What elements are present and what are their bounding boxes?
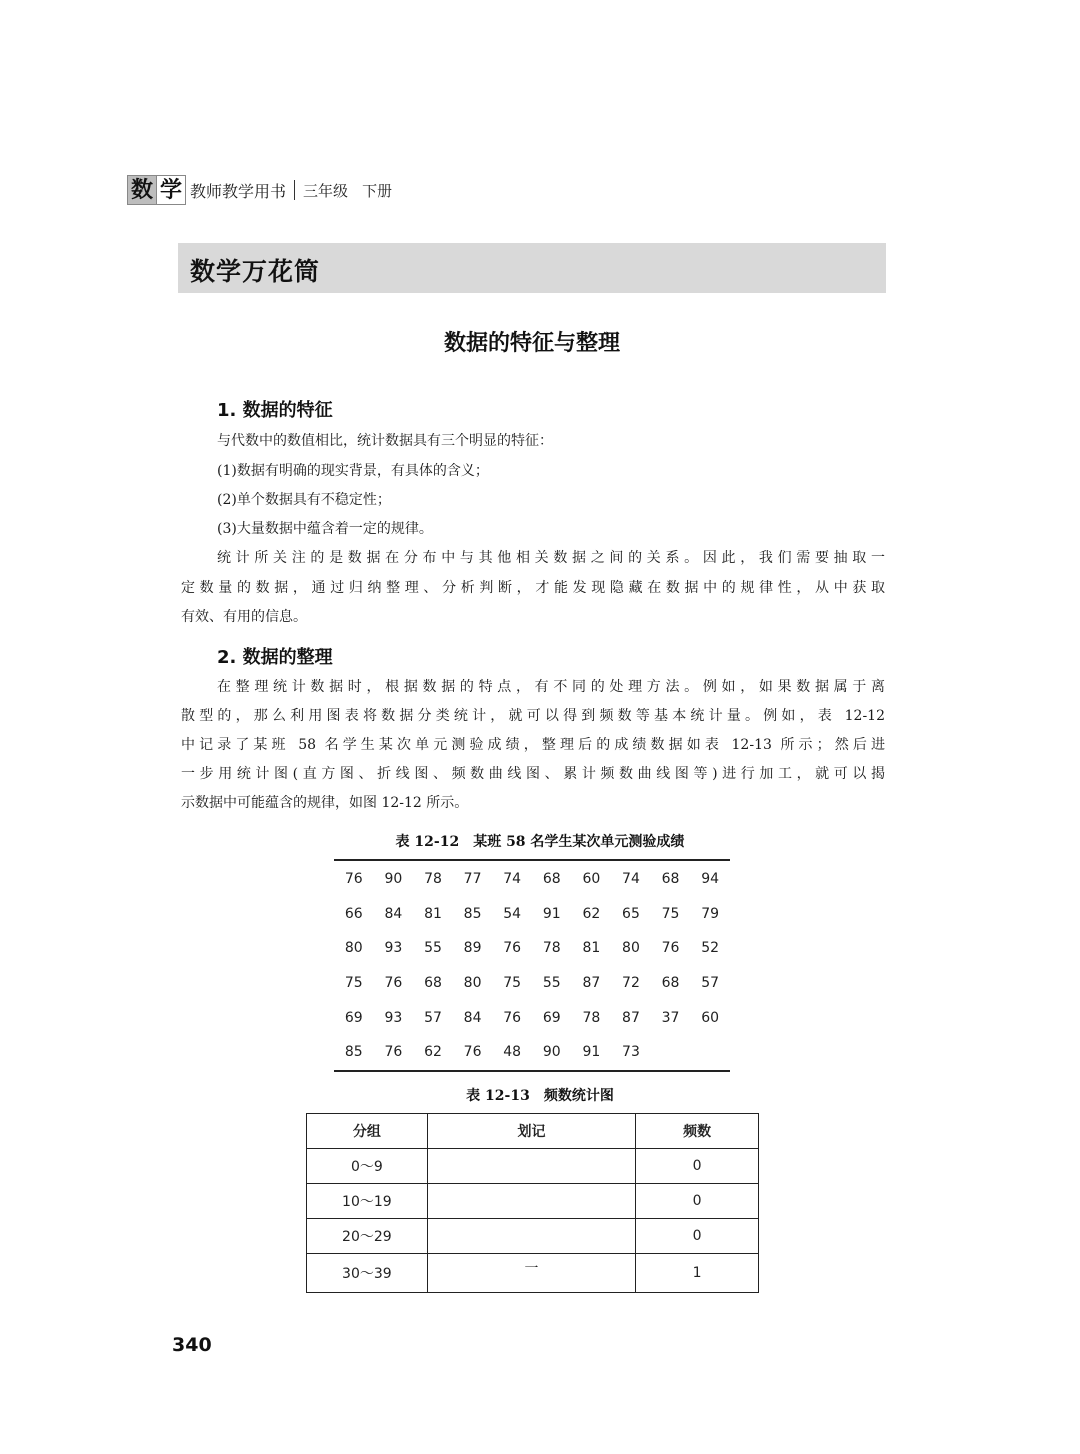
score-cell: 76 [344,871,363,888]
article-title-text: 数据的特征与整理 [443,331,620,356]
frequency-cell: 0 [636,1184,759,1219]
score-cell: 94 [701,871,720,888]
column-header-tally: 划记 [427,1114,636,1149]
section1-item-2: (2)单个数据具有不稳定性； [217,492,391,508]
table-row [307,1149,759,1184]
score-cell: 68 [661,975,680,992]
score-cell: 89 [463,940,482,957]
logo-char-2: 学 [156,175,186,205]
score-cell: 84 [463,1009,482,1026]
score-table [334,859,730,1072]
score-cell: 78 [542,940,561,957]
tally-cell [427,1219,636,1254]
score-cell: 76 [384,1044,403,1061]
section-banner [178,243,886,293]
score-cell: 73 [622,1044,640,1061]
column-header-group: 分组 [307,1114,428,1149]
score-cell: 87 [622,1009,640,1026]
table-12-13-caption: 表 12-13 频数统计图 [466,1088,614,1104]
grade-label: 三年级 [303,181,349,200]
score-cell: 52 [701,940,720,957]
score-cell: 80 [463,975,482,992]
score-cell: 55 [542,975,561,992]
frequency-cell: 0 [636,1149,759,1184]
score-cell: 37 [661,1009,680,1026]
logo-char-1: 数 [127,175,157,205]
score-cell: 93 [384,1009,403,1026]
frequency-cell: 1 [636,1254,759,1293]
column-header-frequency: 频数 [636,1114,759,1149]
table-row [307,1254,759,1293]
table-row [307,1184,759,1219]
score-cell: 54 [503,905,522,922]
section1-item-3: (3)大量数据中蕴含着一定的规律。 [217,521,433,537]
score-cell: 74 [503,871,522,888]
table-row [334,1000,730,1035]
score-cell: 87 [582,975,601,992]
section2-heading: 2. 数据的整理 [217,647,333,668]
score-cell: 72 [622,975,640,992]
section2-paragraph-line-5: 示数据中可能蕴含的规律，如图 12-12 所示。 [181,795,469,811]
table-row [334,966,730,1001]
table-row [334,897,730,932]
score-cell: 75 [344,975,363,992]
score-cell: 91 [582,1044,601,1061]
table-row [334,862,730,897]
group-cell: 0～9 [307,1149,428,1184]
table-row [334,1035,730,1070]
score-cell: 48 [503,1044,522,1061]
section1-paragraph-line-3: 有效、有用的信息。 [181,609,307,625]
article-title [0,326,1080,357]
score-cell: 79 [701,905,720,922]
score-cell: 76 [503,940,522,957]
score-cell: 62 [582,905,601,922]
score-cell: 76 [384,975,403,992]
book-title: 教师教学用书 [190,181,287,201]
score-cell: 76 [463,1044,482,1061]
section2-paragraph-line-1: 在整理统计数据时，根据数据的特点，有不同的处理方法。例如，如果数据属于离 [217,679,885,695]
score-cell: 57 [701,975,720,992]
score-cell: 84 [384,905,403,922]
table-header-row [307,1114,759,1149]
score-cell: 55 [424,940,442,957]
score-cell: 80 [622,940,640,957]
score-cell: 60 [582,871,601,888]
score-cell: 93 [384,940,403,957]
score-cell: 68 [542,871,561,888]
header-divider [294,180,295,200]
score-cell: 85 [344,1044,363,1061]
score-cell: 91 [542,905,561,922]
score-cell: 81 [424,905,442,922]
table-row [334,931,730,966]
running-header [127,175,406,205]
table-12-12-caption: 表 12-12 某班 58 名学生某次单元测验成绩 [395,834,685,850]
section-banner-title: 数学万花筒 [190,257,321,286]
score-cell: 90 [542,1044,561,1061]
group-cell: 30～39 [307,1254,428,1293]
math-logo [127,175,186,205]
section2-paragraph-line-2: 散型的，那么利用图表将数据分类统计，就可以得到频数等基本统计量。例如，表 12-12 [181,708,885,724]
section1-item-1: (1)数据有明确的现实背景，有具体的含义； [217,463,489,479]
section1-paragraph-line-1: 统计所关注的是数据在分布中与其他相关数据之间的关系。因此，我们需要抽取一 [217,550,885,566]
score-cell: 78 [424,871,442,888]
score-cell: 62 [424,1044,442,1061]
score-cell: 76 [503,1009,522,1026]
frequency-table [306,1113,759,1293]
score-cell: 80 [344,940,363,957]
section1-paragraph-line-2: 定数量的数据，通过归纳整理、分析判断，才能发现隐藏在数据中的规律性，从中获取 [181,580,885,596]
frequency-cell: 0 [636,1219,759,1254]
score-cell: 66 [344,905,363,922]
section1-intro: 与代数中的数值相比，统计数据具有三个明显的特征： [217,433,553,449]
volume-label: 下册 [362,181,393,200]
score-cell: 77 [463,871,482,888]
score-cell: 68 [424,975,442,992]
score-cell: 69 [542,1009,561,1026]
score-cell: 68 [661,871,680,888]
score-cell: 81 [582,940,601,957]
score-cell: 74 [622,871,640,888]
score-cell: 85 [463,905,482,922]
score-cell: 75 [503,975,522,992]
group-cell: 10～19 [307,1184,428,1219]
tally-cell [427,1184,636,1219]
score-cell: 60 [701,1009,720,1026]
score-cell: 90 [384,871,403,888]
section2-paragraph-line-4: 一步用统计图(直方图、折线图、频数曲线图、累计频数曲线图等)进行加工，就可以揭 [181,766,885,782]
score-cell: 78 [582,1009,601,1026]
group-cell: 20～29 [307,1219,428,1254]
section2-paragraph-line-3: 中记录了某班 58 名学生某次单元测验成绩，整理后的成绩数据如表 12-13 所示；然后进 [181,737,885,753]
tally-cell [427,1149,636,1184]
section1-heading: 1. 数据的特征 [217,400,333,421]
table-row [307,1219,759,1254]
score-cell: 65 [622,905,640,922]
score-cell: 69 [344,1009,363,1026]
score-cell: 57 [424,1009,442,1026]
tally-cell: 一 [427,1254,636,1293]
score-cell: 76 [661,940,680,957]
score-cell: 75 [661,905,680,922]
page-number: 340 [172,1334,212,1356]
